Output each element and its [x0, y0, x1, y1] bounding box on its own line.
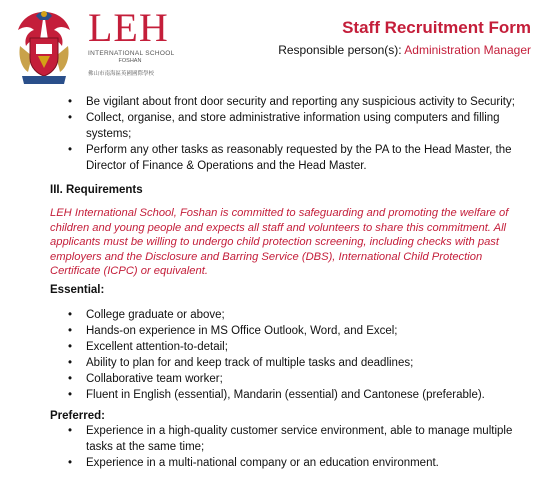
- logo-wordmark: LEH: [88, 5, 169, 50]
- essential-text: Collaborative team worker;: [86, 373, 223, 385]
- essential-text: Hands-on experience in MS Office Outlook, Word, and Excel;: [86, 325, 398, 337]
- bullet-icon: •: [68, 112, 73, 124]
- safeguarding-notice: LEH International School, Foshan is committed to safeguarding and promoting the welfare of children and young people and expects all staff and volunteers to share this commitment. All applicants must be willing to undergo child protection screening, including checks with past employers and the Disclosure and Barring Service (DBS), International Child Protection Certificate (ICPC) or equivalent.: [50, 207, 509, 277]
- bullet-icon: •: [68, 144, 73, 156]
- preferred-text: Experience in a multi-national company or an education environment.: [86, 457, 439, 469]
- school-name-block: [88, 5, 175, 77]
- duty-text: Perform any other tasks as reasonably requested by the PA to the Head Master, the Director of Finance & Operations and the Head Master.: [86, 144, 512, 172]
- essential-text: College graduate or above;: [86, 309, 225, 321]
- list-item: [0, 307, 553, 323]
- essential-text: Fluent in English (essential), Mandarin (essential) and Cantonese (preferable).: [86, 389, 485, 401]
- form-title: Staff Recruitment Form: [342, 18, 531, 37]
- duty-text: Be vigilant about front door security and reporting any suspicious activity to Security;: [86, 96, 515, 108]
- bullet-icon: •: [68, 325, 73, 337]
- bullet-icon: •: [68, 425, 73, 437]
- bullet-icon: •: [68, 457, 73, 469]
- bullet-icon: •: [68, 373, 73, 385]
- list-item: [0, 371, 553, 387]
- essential-heading: Essential:: [50, 284, 105, 296]
- responsible-person-line: [278, 43, 531, 57]
- logo-chinese-name: 佛山市南海區英國國際學校: [88, 71, 155, 77]
- logo-subtitle: INTERNATIONAL SCHOOL: [88, 50, 175, 57]
- bullet-icon: •: [68, 389, 73, 401]
- essential-text: Ability to plan for and keep track of multiple tasks and deadlines;: [86, 357, 414, 369]
- bullet-icon: •: [68, 341, 73, 353]
- essential-text: Excellent attention-to-detail;: [86, 341, 228, 353]
- essential-list: [0, 307, 553, 403]
- responsible-label: Responsible person(s):: [278, 43, 405, 57]
- list-item: [0, 423, 553, 455]
- bullet-icon: •: [68, 309, 73, 321]
- requirements-heading: III. Requirements: [50, 184, 143, 196]
- responsible-role: Administration Manager: [404, 43, 531, 57]
- list-item: [0, 94, 553, 110]
- list-item: [0, 355, 553, 371]
- list-item: [0, 387, 553, 403]
- preferred-heading: Preferred:: [50, 410, 105, 422]
- school-crest-logo: [14, 6, 74, 88]
- bullet-icon: •: [68, 96, 73, 108]
- list-item: [0, 110, 553, 142]
- list-item: [0, 323, 553, 339]
- logo-city: FOSHAN: [118, 58, 142, 64]
- preferred-list: [0, 423, 553, 471]
- duty-text: Collect, organise, and store administrative information using computers and filling systems;: [86, 112, 500, 140]
- duties-list: [0, 94, 553, 174]
- list-item: [0, 455, 553, 471]
- bullet-icon: •: [68, 357, 73, 369]
- preferred-text: Experience in a high-quality customer service environment, able to manage multiple tasks at the same time;: [86, 425, 513, 453]
- list-item: [0, 339, 553, 355]
- page-header: [0, 0, 553, 92]
- list-item: [0, 142, 553, 174]
